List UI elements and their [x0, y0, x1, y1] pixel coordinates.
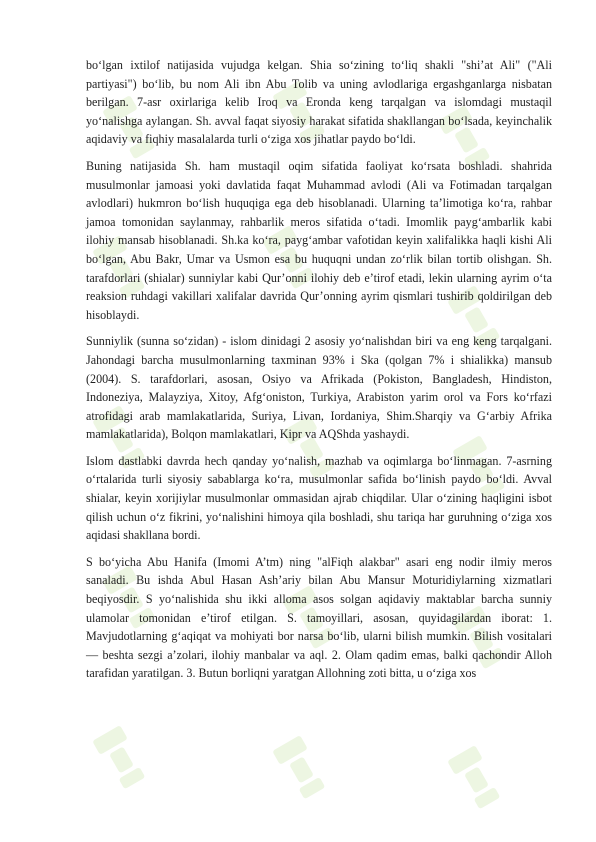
- paragraph: Islom dastlabki davrda hech qanday yo‘nalish, mazhab va oqimlarga bo‘linmagan. 7-asrning o‘rtalarida turli siyosiy sabablarga ko‘ra, musulmonlar safida bo‘linish paydo bo‘ldi. Avval shialar, keyin xorijiylar musulmonlar ommasidan ajrab chiqdilar. Ular o‘zining haqligini isbot qilish uchun o‘z fikrini, yo‘nalishini himoya qila boshladi, shu tariqa har guruhning o‘ziga xos aqidasi shakllana bordi.: [86, 453, 552, 543]
- paragraph: S bo‘yicha Abu Hanifa (Imomi A’tm) ning "alFiqh alakbar" asari eng nodir ilmiy meros sanaladi. Bu ishda Abul Hasan Ash’ariy bilan Abu Mansur Moturidiylarning xizmatlari beqiyosdir. S yo‘nalishida shu ikki alloma asos solgan aqidaviy maktablar barcha sunniy ulamolar tomonidan e’tirof etilgan. S. tamoyillari, asosan, quyidagilardan iborat: 1. Mavjudotlarning g‘aqiqat va mohiyati bor narsa bo‘lib, ularni bilish mumkin. Bilish vositalari — beshta sezgi a’zolari, ilohiy manbalar va aql. 2. Olam qadim emas, balki qachondir Alloh tarafidan yaratilgan. 3. Butun borliqni yaratgan Allohning zoti bitta, u o‘ziga xos: [86, 554, 552, 681]
- paragraph: Sunniylik (sunna so‘zidan) - islom dinidagi 2 asosiy yo‘nalishdan biri va eng keng tarqalgani. Jahondagi barcha musulmonlarning taxminan 93% i Ska (qolgan 7% i shialikka) mansub (2004). S. tarafdorlari, asosan, Osiyo va Afrikada (Pokiston, Bangladesh, Hindiston, Indoneziya, Malayziya, Xitoy, Afg‘oniston, Turkiya, Arabiston yarim orol va Fors ko‘rfazi atrofidagi arab mamlakatlarida, Suriya, Livan, Iordaniya, Shim.Sharqiy va G‘arbiy Afrika mamlakatlarida), Bolqon mamlakatlari, Kipr va AQShda yashaydi.: [86, 334, 552, 442]
- paragraph: Buning natijasida Sh. ham mustaqil oqim sifatida faoliyat ko‘rsata boshladi. shahrida musulmonlar jamoasi yoki davlatida faqat Muhammad avlodi (Ali va Fotimadan tarqalgan avlodlari) hukmron bo‘lish huquqiga ega deb hisoblanadi. Ularning ta’limotiga ko‘ra, rahbar jamoa tomonidan saylanmay, rahbarlik meros sifatida o‘tadi. Imomlik payg‘ambarlik kabi ilohiy mansab hisoblanadi. Sh.ka ko‘ra, payg‘ambar vafotidan keyin xalifalikka haqli kishi Ali bo‘lgan, Abu Bakr, Umar va Usmon esa bu huquqni undan zo‘rlik bilan tortib olishgan. Sh. tarafdorlari (shialar) sunniylar kabi Qur’onni ilohiy deb e’tirof etadi, lekin ularning ayrim o‘ta reaksion ruhdagi vakillari xalifalar davrida Qur’onning ayrim qismlari tushirib qoldirilgan deb hisoblaydi.: [86, 158, 552, 322]
- document-body: [86, 56, 552, 691]
- paragraph: bo‘lgan ixtilof natijasida vujudga kelgan. Shia so‘zining to‘liq shakli "shi’at Ali" ("Ali partiyasi") bo‘lib, bu nom Ali ibn Abu Tolib va uning avlodlariga ergashganlarga nisbatan berilgan. 7-asr oxirlariga kelib Iroq va Eronda keng tarqalgan va islomdagi mustaqil yo‘nalishga aylangan. Sh. avval faqat siyosiy harakat sifatida shakllangan bo‘lsada, keyinchalik aqidaviy va fiqhiy masalalarda turli o‘ziga xos jihatlar paydo bo‘ldi.: [86, 58, 552, 147]
